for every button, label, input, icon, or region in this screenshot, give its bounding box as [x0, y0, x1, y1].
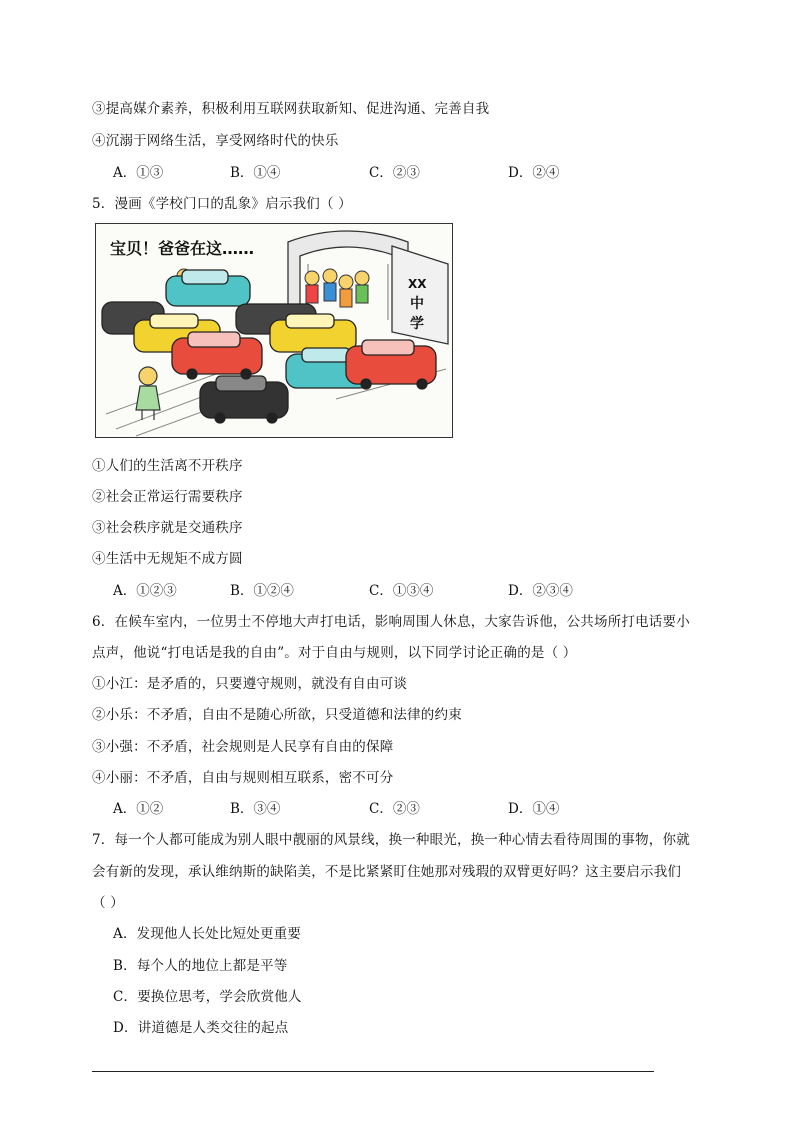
cartoon-illustration	[96, 224, 452, 437]
q5-item-4: ④生活中无规矩不成方圆	[92, 551, 243, 567]
q6-option-b[interactable]: B．③④	[230, 801, 281, 817]
q6-option-d[interactable]: D．①④	[508, 801, 560, 817]
q6-option-a[interactable]: A．①②	[113, 801, 164, 817]
q7-option-a[interactable]: A．发现他人长处比短处更重要	[113, 926, 302, 942]
q6-item-3: ③小强：不矛盾，社会规则是人民享有自由的保障	[92, 739, 394, 755]
q5-option-a[interactable]: A．①②③	[113, 583, 177, 599]
sign-text-1: XX	[408, 277, 427, 291]
q6-stem-line-1: 6．在候车室内，一位男士不停地大声打电话，影响周围人休息，大家告诉他，公共场所打电话要小	[92, 614, 690, 630]
school-gate-cartoon	[95, 223, 453, 438]
q4-item-3: ③提高媒介素养，积极利用互联网获取新知、促进沟通、完善自我	[92, 101, 490, 117]
cartoon-speech: 宝贝！爸爸在这……	[110, 239, 255, 258]
q5-item-3: ③社会秩序就是交通秩序	[92, 520, 243, 536]
q7-option-c[interactable]: C．要换位思考，学会欣赏他人	[113, 989, 302, 1005]
q7-option-d[interactable]: D．讲道德是人类交往的起点	[113, 1020, 289, 1036]
q4-option-a[interactable]: A．①③	[113, 165, 164, 181]
q6-option-c[interactable]: C．②③	[369, 801, 420, 817]
q6-item-2: ②小乐：不矛盾，自由不是随心所欲，只受道德和法律的约束	[92, 707, 462, 723]
q5-item-1: ①人们的生活离不开秩序	[92, 458, 243, 474]
q6-item-4: ④小丽：不矛盾，自由与规则相互联系，密不可分	[92, 770, 394, 786]
q5-option-b[interactable]: B．①②④	[230, 583, 294, 599]
q6-stem-line-2: 点声，他说“打电话是我的自由”。对于自由与规则，以下同学讨论正确的是（ ）	[92, 645, 577, 661]
q7-option-b[interactable]: B．每个人的地位上都是平等	[113, 958, 288, 974]
q7-stem-line-2: 会有新的发现，承认维纳斯的缺陷美，不是比紧紧盯住她那对残瑕的双臂更好吗？这主要启示我们	[92, 864, 682, 880]
q4-option-d[interactable]: D．②④	[508, 165, 560, 181]
q5-option-c[interactable]: C．①③④	[369, 583, 434, 599]
q5-stem: 5．漫画《学校门口的乱象》启示我们（ ）	[92, 196, 352, 212]
q7-stem-line-3: （ ）	[92, 895, 124, 911]
q4-item-4: ④沉溺于网络生活，享受网络时代的快乐	[92, 133, 339, 149]
sign-text-2: 中	[410, 296, 424, 312]
q6-item-1: ①小江：是矛盾的，只要遵守规则，就没有自由可谈	[92, 676, 408, 692]
q4-option-b[interactable]: B．①④	[230, 165, 281, 181]
sign-text-3: 学	[410, 316, 424, 332]
q4-option-c[interactable]: C．②③	[369, 165, 420, 181]
footer-rule	[92, 1071, 654, 1072]
q5-item-2: ②社会正常运行需要秩序	[92, 489, 243, 505]
q7-stem-line-1: 7．每一个人都可能成为别人眼中靓丽的风景线，换一种眼光，换一种心情去看待周围的事物，你就	[92, 832, 690, 848]
q5-option-d[interactable]: D．②③④	[508, 583, 573, 599]
